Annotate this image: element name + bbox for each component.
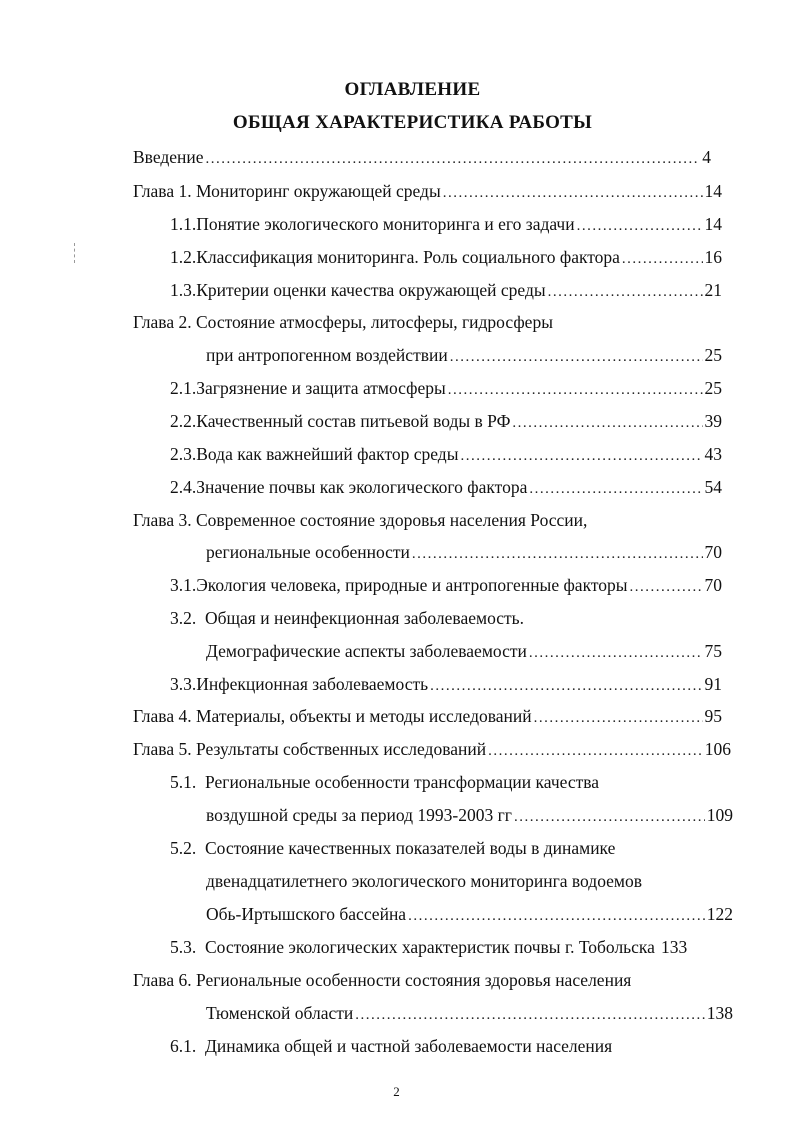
toc-entry (206, 1001, 733, 1025)
leader-dots (577, 214, 703, 238)
toc-entry-label: Инфекционная заболеваемость (196, 674, 429, 694)
toc-entry-label: Региональные особенности трансформации качества (205, 772, 600, 792)
section-heading: ОБЩАЯ ХАРАКТЕРИСТИКА РАБОТЫ (232, 112, 593, 133)
toc-entry (133, 737, 731, 761)
toc-entry-label: Глава 5. Результаты собственных исследований (133, 739, 487, 759)
toc-entry (170, 376, 722, 400)
toc-entry-label: региональные особенности (206, 542, 410, 562)
toc-entry-label: Глава 3. Современное состояние здоровья населения России, (133, 510, 588, 530)
leader-dots (529, 477, 702, 501)
toc-entry-label: Введение (133, 147, 204, 167)
toc-entry (170, 606, 730, 630)
toc-entry-number: 2.2. (170, 411, 197, 431)
toc-entry-number: 1.1. (170, 214, 197, 234)
toc-entry-page: 70 (704, 575, 722, 595)
toc-entry-label: воздушной среды за период 1993-2003 гг (206, 805, 512, 825)
leader-dots (443, 181, 703, 205)
toc-entry-label: Глава 2. Состояние атмосферы, литосферы, гидросферы (133, 312, 553, 332)
toc-entry-page: 95 (704, 706, 722, 726)
toc-entry-label: при антропогенном воздействии (206, 345, 448, 365)
toc-entry (206, 869, 746, 893)
toc-entry-number: 3.1. (170, 575, 197, 595)
leader-dots (412, 542, 703, 566)
leader-dots (460, 444, 702, 468)
toc-entry-label: Критерии оценки качества окружающей среды (196, 280, 546, 300)
toc-entry-page: 4 (702, 147, 711, 167)
toc-entry-page: 21 (704, 280, 722, 300)
toc-entry-page: 14 (704, 214, 722, 234)
toc-entry-label: Динамика общей и частной заболеваемости населения (205, 1036, 613, 1056)
toc-entry-page: 25 (704, 378, 722, 398)
leader-dots (488, 739, 703, 763)
toc-entry-page: 16 (704, 247, 722, 267)
toc-entry-label: Глава 4. Материалы, объекты и методы исследований (133, 706, 532, 726)
toc-entry-label: Состояние качественных показателей воды в динамике (205, 838, 616, 858)
toc-entry (206, 803, 733, 827)
leader-dots (548, 280, 703, 304)
toc-entry-page: 14 (704, 181, 722, 201)
toc-entry-number: 5.3. (170, 937, 197, 957)
toc-entry-label: Демографические аспекты заболеваемости (206, 641, 527, 661)
toc-entry (170, 770, 730, 794)
toc-entry-label: Понятие экологического мониторинга и его задачи (196, 214, 575, 234)
toc-entry (133, 145, 711, 169)
toc-entry-page: 109 (706, 805, 733, 825)
toc-entry (170, 278, 722, 302)
toc-entry (170, 573, 722, 597)
toc-entry-page: 39 (704, 411, 722, 431)
scan-artifact-mark (74, 243, 77, 263)
toc-entry-label: Экология человека, природные и антропогенные факторы (196, 575, 628, 595)
toc-entry-page: 25 (704, 345, 722, 365)
toc-entry-label: Загрязнение и защита атмосферы (196, 378, 446, 398)
toc-entry-label: Качественный состав питьевой воды в РФ (196, 411, 511, 431)
toc-entry (133, 968, 753, 992)
toc-entry (170, 1034, 730, 1058)
leader-dots (529, 641, 703, 665)
toc-entry-page: 122 (706, 904, 733, 924)
toc-entry-page: 91 (704, 674, 722, 694)
toc-entry-number: 2.1. (170, 378, 197, 398)
leader-dots (514, 805, 705, 829)
toc-entry-page: 70 (704, 542, 722, 562)
toc-entry-label: Вода как важнейший фактор среды (196, 444, 459, 464)
toc-entry-page: 138 (706, 1003, 733, 1023)
toc-entry-number: 5.2. (170, 838, 197, 858)
toc-entry (206, 343, 722, 367)
toc-entry (133, 704, 722, 728)
leader-dots (534, 706, 703, 730)
toc-entry-page: 106 (704, 739, 731, 759)
toc-entry-label: Состояние экологических характеристик почвы г. Тобольска (205, 937, 655, 957)
leader-dots (206, 147, 701, 171)
toc-entry-label: Глава 1. Мониторинг окружающей среды (133, 181, 441, 201)
toc-entry-label: Значение почвы как экологического фактора (196, 477, 528, 497)
leader-dots (512, 411, 702, 435)
toc-entry-label: Классификация мониторинга. Роль социального фактора (196, 247, 620, 267)
toc-entry (170, 836, 750, 860)
toc-entry (170, 442, 722, 466)
toc-entry-number: 2.4. (170, 477, 197, 497)
toc-entry (206, 902, 733, 926)
leader-dots (630, 575, 703, 599)
toc-entry-label: Обь-Иртышского бассейна (206, 904, 407, 924)
toc-entry-label: Глава 6. Региональные особенности состояния здоровья населения (133, 970, 632, 990)
toc-entry (170, 475, 722, 499)
toc-entry-label: двенадцатилетнего экологического мониторинга водоемов (206, 871, 643, 891)
toc-entry-number: 1.2. (170, 247, 197, 267)
leader-dots (450, 345, 703, 369)
toc-entry (206, 639, 722, 663)
toc-entry-number: 1.3. (170, 280, 197, 300)
leader-dots (355, 1003, 705, 1027)
toc-entry-number: 5.1. (170, 772, 197, 792)
toc-heading: ОГЛАВЛЕНИЕ (344, 79, 481, 100)
toc-entry-number: 3.2. (170, 608, 197, 628)
toc-entry-number: 6.1. (170, 1036, 197, 1056)
toc-entry-page: 54 (704, 477, 722, 497)
toc-entry-page: 43 (704, 444, 722, 464)
toc-entry-page: 75 (704, 641, 722, 661)
toc-entry (133, 310, 733, 334)
leader-dots (448, 378, 703, 402)
leader-dots (430, 674, 702, 698)
toc-entry-number: 3.3. (170, 674, 197, 694)
leader-dots (622, 247, 703, 271)
toc-entry-label: Тюменской области (206, 1003, 354, 1023)
toc-entry (170, 245, 722, 269)
page-number: 2 (393, 1084, 400, 1099)
toc-entry-page: 133 (660, 937, 688, 957)
toc-entry (170, 672, 722, 696)
toc-entry-number: 2.3. (170, 444, 197, 464)
toc-entry (133, 179, 722, 203)
toc-entry (170, 212, 722, 236)
toc-entry (206, 540, 722, 564)
toc-entry (170, 409, 722, 433)
toc-entry (170, 935, 745, 959)
toc-entry-label: Общая и неинфекционная заболеваемость. (205, 608, 525, 628)
toc-entry (133, 508, 733, 532)
leader-dots (408, 904, 705, 928)
